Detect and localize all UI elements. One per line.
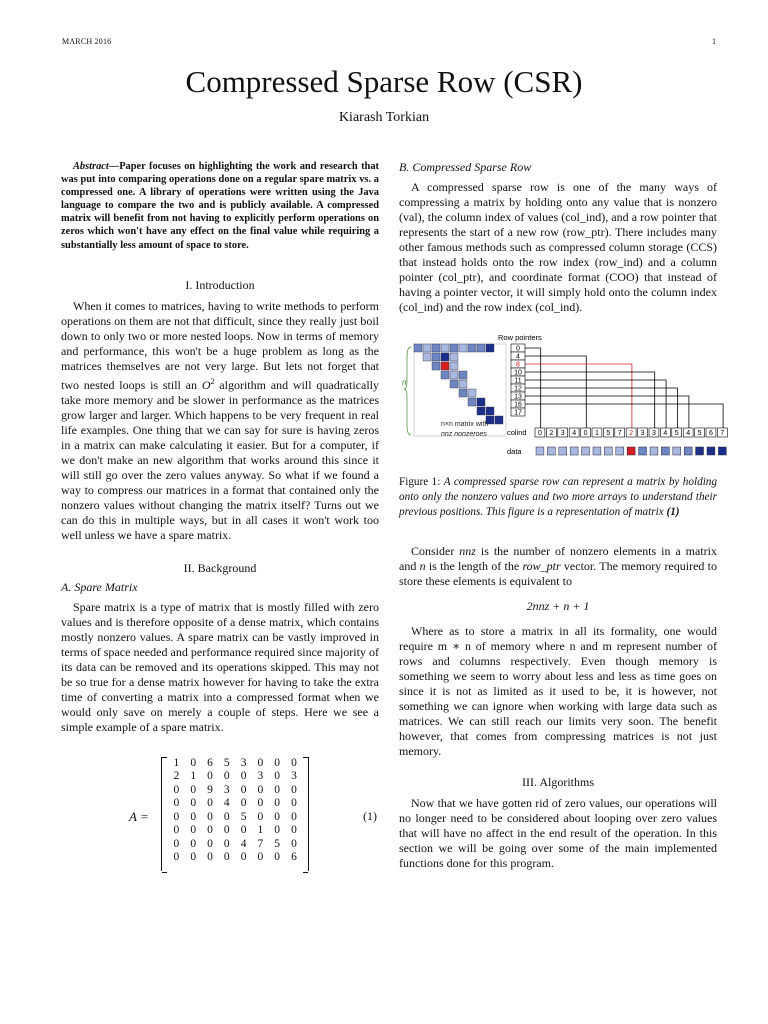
matrix-cell: 0 <box>223 770 230 783</box>
data-cell <box>593 447 601 455</box>
colind-value: 7 <box>720 430 725 437</box>
matrix-nonzero-cell <box>486 344 494 352</box>
mem-text-c: is the length of the <box>425 559 523 573</box>
matrix-row <box>162 838 308 852</box>
intro-text-b: algorithm and will quadratically take more memory and be slower in performance as the matrices grow larger and larger. Which happens to be very frequent in real life examples. One thing that we can say for sure is having zeros in a matrix can make calculating it easier. But for a computer, if we don't make an new algorithm that works around this since it will still go over the zero values anyway. So what if we found a way to compress our matrices in a format that contained only the nonzero values without changing the matrix itself? Turns out we can do this in multiple ways, but in all cases it won't work too well unless we have a spare matrix. <box>61 377 380 542</box>
intro-text-a: When it comes to matrices, having to write methods to perform operations on them are not that difficult, since they really just boil down to only two or more nested loops. Now in terms of memory and performance, this won't be a huge problem as long as the matrices themselves are not very large. But lets not forget that two nested loops is still an <box>61 298 379 392</box>
colind-value: 3 <box>651 430 656 437</box>
matrix-cell: 0 <box>274 824 281 837</box>
subsection-csr: B. Compressed Sparse Row <box>399 160 532 174</box>
matrix-cell: 0 <box>240 797 247 810</box>
matrix-cell: 0 <box>173 824 180 837</box>
data-cell <box>673 447 681 455</box>
matrix-nonzero-cell <box>450 362 458 370</box>
matrix-cell: 0 <box>207 797 213 810</box>
intro-math-sup: 2 <box>210 376 215 386</box>
matrix-cell: 4 <box>240 837 247 850</box>
matrix-nonzero-cell <box>441 371 449 379</box>
matrix-cell: 4 <box>223 797 230 810</box>
matrix-nonzero-cell <box>441 362 449 370</box>
matrix-cell: 5 <box>274 837 281 850</box>
matrix-row <box>162 757 308 771</box>
matrix-cell: 0 <box>274 783 281 796</box>
matrix-cell: 0 <box>274 770 281 783</box>
matrix-cell: 0 <box>190 810 197 823</box>
row-pointer-arrow <box>525 396 689 428</box>
matrix-cell: 0 <box>274 810 281 823</box>
matrix-cell: 0 <box>223 837 230 850</box>
matrix-cell: 0 <box>173 837 180 850</box>
matrix-row <box>162 851 308 865</box>
matrix-cell: 0 <box>291 837 297 850</box>
matrix-row <box>162 770 308 784</box>
row-pointer-value: 4 <box>516 353 520 361</box>
matrix-nonzero-cell <box>459 344 467 352</box>
matrix-cell: 0 <box>190 756 197 769</box>
colind-value: 5 <box>606 430 611 437</box>
matrix-nonzero-cell <box>468 344 476 352</box>
matrix-cell: 0 <box>240 783 247 796</box>
matrix-nonzero-cell <box>441 344 449 352</box>
matrix-nonzero-cell <box>450 371 458 379</box>
matrix-row <box>162 784 308 798</box>
matrix-nonzero-cell <box>477 398 485 406</box>
matrix-nonzero-cell <box>468 389 476 397</box>
mem-text-d: vector. The memory required to store these elements is equivalent to <box>399 559 718 588</box>
colind-value: 5 <box>697 430 702 437</box>
matrix-nonzero-cell <box>450 353 458 361</box>
matrix-cell: 0 <box>223 810 230 823</box>
section-heading-algorithms: III. Algorithms <box>522 775 594 789</box>
matrix-nonzero-cell <box>486 407 494 415</box>
matrix-cell: 0 <box>223 824 230 837</box>
colind-value: 7 <box>617 430 622 437</box>
colind-value: 0 <box>583 430 588 437</box>
spare-matrix-paragraph: Spare matrix is a type of matrix that is mostly filled with zero values and is therefore opposite of a dense matrix, which contains mostly nonzero values. A spare matrix can be vastly improved in terms of space needed and performance required since majority of its data can be removed and its operations skipped. This may not be so true for a dense matrix however for having to take the extra time of converting a matrix into a compressed format when we would only save on merely a couple of steps. Here we see a simple example of a spare matrix. <box>61 599 379 734</box>
section-heading-introduction: I. Introduction <box>185 277 255 292</box>
algorithms-paragraph: Now that we have gotten rid of zero values, our operations will no longer need to be considered about looping over zero values that will have no affect in the end result of the operation. In this section we will be going over some of the main implemented functions done for this program. <box>399 796 717 870</box>
matrix-cell: 2 <box>173 770 180 783</box>
matrix-nonzero-cell <box>414 344 422 352</box>
row-pointer-value: 10 <box>514 369 522 377</box>
data-cell <box>707 447 715 455</box>
colind-value: 2 <box>549 430 554 437</box>
matrix-nonzero-cell <box>450 380 458 388</box>
matrix-row <box>162 824 308 838</box>
row-pointer-value: 16 <box>514 401 522 409</box>
data-cell <box>604 447 612 455</box>
matrix-cell: 0 <box>257 756 264 769</box>
intro-paragraph <box>61 299 379 543</box>
row-pointer-arrow <box>525 404 723 428</box>
data-cell <box>650 447 658 455</box>
caption-ref: (1) <box>666 506 680 518</box>
section-heading-background: II. Background <box>183 560 257 575</box>
row-pointer-value: 17 <box>514 409 522 417</box>
matrix-cell: 0 <box>257 783 264 796</box>
abstract-label: Abstract <box>73 161 109 172</box>
data-cell <box>559 447 567 455</box>
colind-value: 5 <box>674 430 679 437</box>
data-cell <box>570 447 578 455</box>
matrix-nonzero-cell <box>441 353 449 361</box>
data-label: data <box>507 447 522 456</box>
memory-formula: 2nnz + n + 1 <box>526 599 590 613</box>
colind-value: 6 <box>708 430 713 437</box>
intro-math: O <box>201 377 211 392</box>
matrix-cell: 0 <box>190 837 197 850</box>
data-cell <box>718 447 726 455</box>
matrix-cell: 0 <box>173 783 180 796</box>
matrix-cell: 0 <box>207 810 213 823</box>
matrix-nonzero-cell <box>432 362 440 370</box>
author: Kiarash Torkian <box>338 110 430 125</box>
colind-label: colind <box>507 428 527 437</box>
row-pointer-value: 8 <box>516 361 520 369</box>
matrix-cell: 0 <box>274 797 281 810</box>
matrix-cell: 6 <box>291 851 297 864</box>
matrix-nonzero-cell <box>450 344 458 352</box>
colind-value: 4 <box>686 430 691 437</box>
figure-caption <box>399 475 717 520</box>
matrix-cell: 0 <box>207 851 213 864</box>
matrix-cell: 0 <box>257 797 264 810</box>
matrix-cell: 3 <box>291 770 297 783</box>
matrix-cell: 0 <box>190 851 197 864</box>
figure-1 <box>399 333 725 465</box>
colind-value: 1 <box>594 430 599 437</box>
matrix-nonzero-cell <box>459 389 467 397</box>
matrix-cell: 3 <box>240 756 247 769</box>
data-cell <box>661 447 669 455</box>
equation-lhs: A = <box>129 808 149 824</box>
row-pointer-value: 12 <box>514 385 522 393</box>
data-cell <box>536 447 544 455</box>
mem-n: n <box>419 559 426 573</box>
memory-paragraph-2: Where as to store a matrix in all its formality, one would require m ∗ n of memory where n and m represent number of rows and columns respectively. Even though memory is something we seem to worry about less and less as time goes on since it is not as limited as it used to be, it is however, not something we can ignore when working with large data such as matrices. We can still reach our limits very soon. The benefit however, that comes from compressing matrices is not just memory. <box>399 624 717 758</box>
abstract-text: —Paper focuses on highlighting the work and research that was put into comparing operations done on a regular spare matrix vs. a compressed one. A library of operations were written using the Java language to compare the two and is publicly available. A compressed matrix will benefit from not having to explicitly perform operations on zeros which won't have any effect on the final value while requiring a substantially less amount of space to store. <box>61 161 379 251</box>
matrix-cell: 6 <box>207 756 213 769</box>
colind-value: 0 <box>537 430 542 437</box>
mem-text-b: is the number of nonzero elements in a matrix and <box>399 544 717 573</box>
legend-line-1: n×n matrix with <box>441 421 489 428</box>
data-cell <box>627 447 635 455</box>
row-pointer-value: 0 <box>516 345 520 353</box>
n-label: n <box>402 378 407 387</box>
matrix-cell: 1 <box>173 756 180 769</box>
matrix-cell: 0 <box>190 797 197 810</box>
csr-diagram <box>399 333 739 465</box>
matrix-cell: 0 <box>240 770 247 783</box>
running-header: MARCH 2016 <box>62 37 112 46</box>
matrix-nonzero-cell <box>423 344 431 352</box>
matrix-cell: 0 <box>173 797 180 810</box>
memory-paragraph-1 <box>399 544 717 589</box>
matrix-cell: 0 <box>207 770 213 783</box>
matrix-cell: 0 <box>291 756 297 769</box>
matrix-cell: 0 <box>207 837 213 850</box>
data-cell <box>582 447 590 455</box>
mem-nnz: nnz <box>459 544 476 558</box>
abstract <box>61 160 379 252</box>
caption-text: A compressed sparse row can represent a matrix by holding onto only the nonzero values and two more arrays to understand their previous positions. This figure is a representation of matrix <box>399 476 717 518</box>
data-cell <box>684 447 692 455</box>
right-column <box>399 160 725 871</box>
matrix-cell: 0 <box>190 824 197 837</box>
matrix-cell: 5 <box>223 756 230 769</box>
matrix-cell: 0 <box>291 824 297 837</box>
matrix-cell: 0 <box>190 783 197 796</box>
matrix-cell: 3 <box>257 770 264 783</box>
paper-title: Compressed Sparse Row (CSR) <box>185 64 583 99</box>
matrix-nonzero-cell <box>477 407 485 415</box>
matrix-cell: 0 <box>257 810 264 823</box>
left-column <box>61 160 379 879</box>
matrix-cell: 0 <box>207 824 213 837</box>
matrix-cell: 0 <box>291 797 297 810</box>
matrix-cell: 1 <box>190 770 197 783</box>
data-cell <box>616 447 624 455</box>
matrix-nonzero-cell <box>432 344 440 352</box>
matrix-row <box>162 797 308 811</box>
equation-1 <box>61 757 379 879</box>
matrix-cell: 3 <box>223 783 230 796</box>
matrix-nonzero-cell <box>432 353 440 361</box>
matrix-nonzero-cell <box>495 416 503 424</box>
matrix-row <box>162 811 308 825</box>
n-brace <box>404 347 411 435</box>
matrix-cell: 0 <box>173 810 180 823</box>
caption-label: Figure 1: <box>399 476 444 488</box>
row-pointer-arrow <box>525 356 586 428</box>
matrix-nonzero-cell <box>459 380 467 388</box>
row-pointer-value: 13 <box>514 393 522 401</box>
legend-line-2: nnz nonzeroes <box>441 431 487 438</box>
matrix-cell: 9 <box>207 783 213 796</box>
matrix-cell: 7 <box>257 837 264 850</box>
subsection-spare-matrix: A. Spare Matrix <box>61 579 138 594</box>
matrix-cell: 0 <box>240 851 247 864</box>
matrix-nonzero-cell <box>468 398 476 406</box>
row-pointer-value: 11 <box>514 377 522 385</box>
mem-text-a: Consider <box>411 544 460 558</box>
colind-value: 3 <box>640 430 645 437</box>
colind-value: 2 <box>629 430 634 437</box>
matrix-cell: 0 <box>274 756 281 769</box>
matrix-nonzero-cell <box>423 353 431 361</box>
matrix-cell: 5 <box>240 810 247 823</box>
colind-value: 4 <box>572 430 577 437</box>
colind-value: 3 <box>560 430 565 437</box>
matrix-cell: 0 <box>257 851 264 864</box>
equation-number: (1) <box>363 808 377 823</box>
matrix-cell: 0 <box>291 810 297 823</box>
row-pointers-label: Row pointers <box>498 333 542 342</box>
matrix-cell: 1 <box>257 824 264 837</box>
colind-value: 4 <box>663 430 668 437</box>
matrix-cell: 0 <box>240 824 247 837</box>
data-cell <box>547 447 555 455</box>
matrix-A <box>161 757 309 871</box>
matrix-cell: 0 <box>223 851 230 864</box>
mem-rowptr: row_ptr <box>522 559 561 573</box>
matrix-cell: 0 <box>291 783 297 796</box>
matrix-nonzero-cell <box>459 371 467 379</box>
page-number: 1 <box>712 37 717 46</box>
matrix-cell: 0 <box>274 851 281 864</box>
data-cell <box>639 447 647 455</box>
matrix-cell: 0 <box>173 851 180 864</box>
csr-paragraph: A compressed sparse row is one of the many ways of compressing a matrix by holding onto any value that is nonzero (val), the column index of values (col_ind), and a row pointer that represents the start of a new row (row_ptr). There includes many other famous methods such as compressed column storage (CCS) that instead holds onto the row index (row_ind) and a column pointer (col_ptr), and coordinate format (COO) that instead of having a pointer vector, it will simply hold onto the column index (col_ind) and the row index (col_ind). <box>399 180 717 314</box>
matrix-nonzero-cell <box>477 344 485 352</box>
data-cell <box>696 447 704 455</box>
